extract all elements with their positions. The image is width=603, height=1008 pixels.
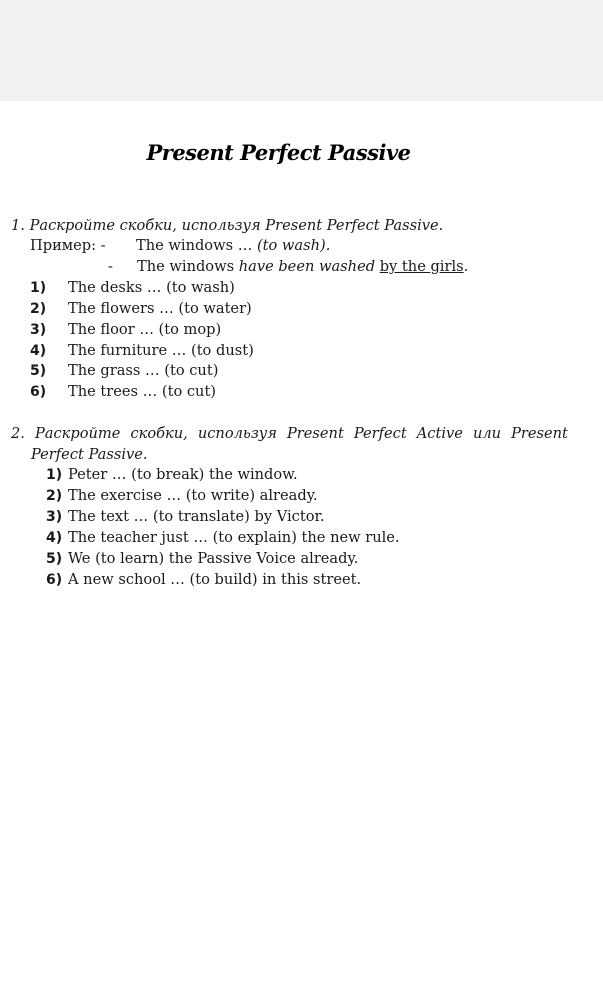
page-title: Present Perfect Passive [146, 140, 411, 165]
example-line-1-text [136, 237, 330, 254]
example-dash: - [108, 258, 113, 275]
item-number: 4) [46, 530, 63, 546]
heading-word: Present [511, 425, 568, 442]
item-text: The floor … (to mop) [68, 321, 222, 338]
heading-word: Active [416, 425, 463, 442]
example-line-1-subject: The windows … [136, 237, 257, 254]
item-number: 5) [46, 551, 63, 567]
heading-word: или [472, 425, 502, 442]
heading-word: Раскройте [34, 425, 121, 442]
item-text: A new school … (to build) in this street. [68, 571, 362, 588]
item-text: The grass … (to cut) [68, 362, 219, 379]
item-number: 6) [46, 572, 63, 588]
item-text: The trees … (to cut) [68, 383, 216, 400]
item-text: Peter … (to break) the window. [68, 466, 298, 483]
item-number: 2) [46, 488, 63, 504]
example-line-1 [136, 236, 330, 256]
item-number: 3) [46, 509, 63, 525]
item-text: The furniture … (to dust) [68, 342, 254, 359]
example-label: Пример: - [30, 237, 106, 254]
item-number: 2) [30, 301, 47, 317]
heading-word: Present [286, 425, 344, 442]
item-text: The flowers … (to water) [68, 300, 252, 317]
heading-word: скобки, [130, 425, 188, 442]
item-text: The teacher just … (to explain) the new rule. [68, 529, 400, 546]
item-number: 5) [30, 363, 47, 379]
item-number: 1) [30, 280, 47, 296]
example-line-2-part-a: The windows [137, 258, 239, 275]
item-number: 3) [30, 322, 47, 338]
example-line-2 [137, 257, 468, 277]
task2-heading-line-1 [11, 424, 568, 444]
example-line-1-hint: (to wash). [256, 237, 331, 254]
heading-word: 2. [11, 425, 25, 442]
example-line-2-verb: have been washed [238, 258, 376, 275]
top-gray-band [0, 0, 603, 101]
item-number: 4) [30, 343, 47, 359]
item-text: We (to learn) the Passive Voice already. [68, 550, 359, 567]
heading-word: Perfect [353, 425, 407, 442]
example-line-2-agent: by the girls [379, 258, 464, 275]
item-text: The desks … (to wash) [68, 279, 235, 296]
task1-heading: 1. Раскройте скобки, используя Present Perfect Passive. [11, 217, 444, 234]
item-number: 1) [46, 467, 63, 483]
task2-heading-line-2: Perfect Passive. [31, 446, 148, 463]
item-text: The text … (to translate) by Victor. [68, 508, 325, 525]
example-line-2-period: . [463, 258, 469, 275]
item-number: 6) [30, 384, 47, 400]
item-text: The exercise … (to write) already. [68, 487, 318, 504]
heading-word: используя [197, 425, 277, 442]
